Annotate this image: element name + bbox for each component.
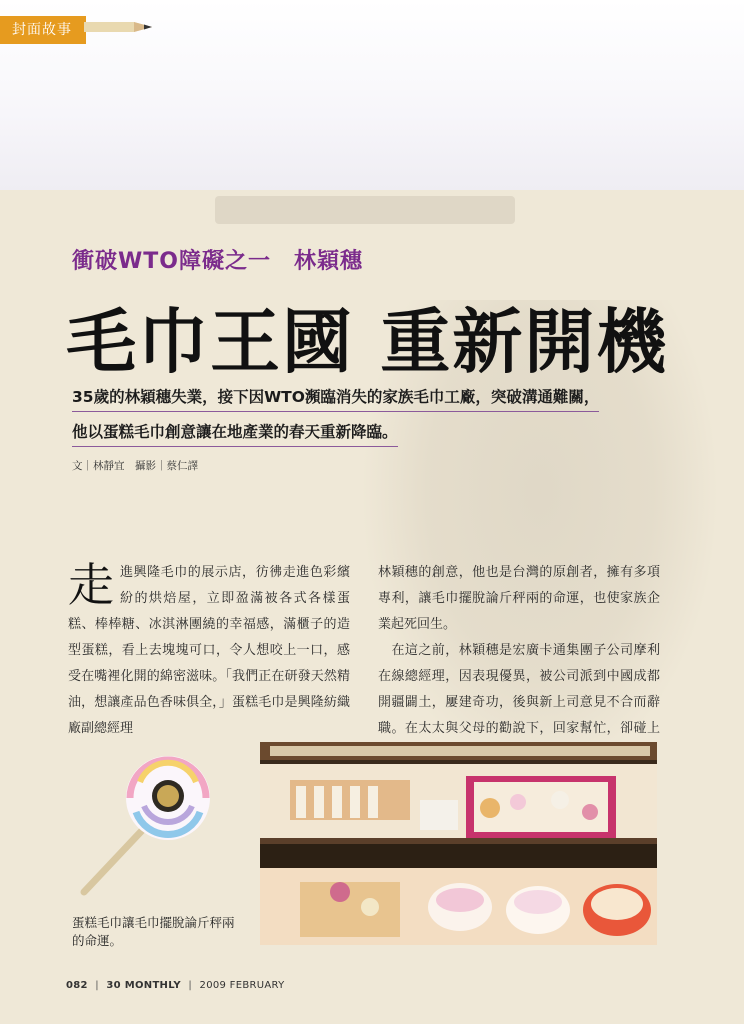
body-column-left: [68, 560, 350, 742]
page-footer: [66, 980, 285, 991]
deck-line-2: 他以蛋糕毛巾創意讓在地產業的春天重新降臨。: [72, 420, 398, 447]
background-banner-ghost: [215, 196, 515, 224]
lollipop-towel-image: [72, 752, 222, 902]
issue-date: 2009 FEBRUARY: [199, 980, 285, 991]
page-title: 毛巾王國 重新開機: [66, 301, 669, 383]
kicker: 衝破WTO障礙之一 林穎穗: [72, 249, 363, 274]
byline: 文｜林靜宜 攝影｜蔡仁譯: [72, 460, 198, 472]
footer-separator: |: [95, 980, 99, 991]
photo-caption: 蛋糕毛巾讓毛巾擺脫論斤秤兩的命運。: [72, 915, 235, 948]
magazine-name: 30 MONTHLY: [106, 980, 181, 991]
cake-display-photo: [260, 742, 657, 945]
page-number: 082: [66, 980, 88, 991]
pencil-icon: [84, 22, 152, 32]
body-text-left: 進興隆毛巾的展示店，彷彿走進色彩繽紛的烘焙屋，立即盈滿被各式各樣蛋糕、棒棒糖、冰淇淋團繞的幸福感，滿櫃子的造型蛋糕，看上去塊塊可口，令人想咬上一口，感受在嘴裡化開的綿密滋味。「我們正在研發天然精油，想讓產品色香味俱全，」蛋糕毛巾是興隆紡織廠副總經理: [68, 565, 350, 736]
body-paragraph: 在這之前，林穎穗是宏廣卡通集團子公司摩利在線總經理，因表現優異，被公司派到中國成都開疆闢土，屢建奇功，後與新上司意見不合而辭職。在太太與父母的勸說下，回家幫忙，卻碰上: [378, 643, 660, 736]
body-paragraph: 林穎穗的創意，他也是台灣的原創者，擁有多項專利，讓毛巾擺脫論斤秤兩的命運，也使家族企業起死回生。: [378, 565, 660, 632]
section-tag: 封面故事: [0, 16, 86, 44]
dropcap: 走: [68, 558, 114, 612]
body-column-right: [378, 560, 660, 768]
deck-line-1: 35歲的林穎穗失業，接下因WTO瀕臨消失的家族毛巾工廠，突破溝通難關，: [72, 385, 599, 412]
footer-separator: |: [188, 980, 193, 991]
